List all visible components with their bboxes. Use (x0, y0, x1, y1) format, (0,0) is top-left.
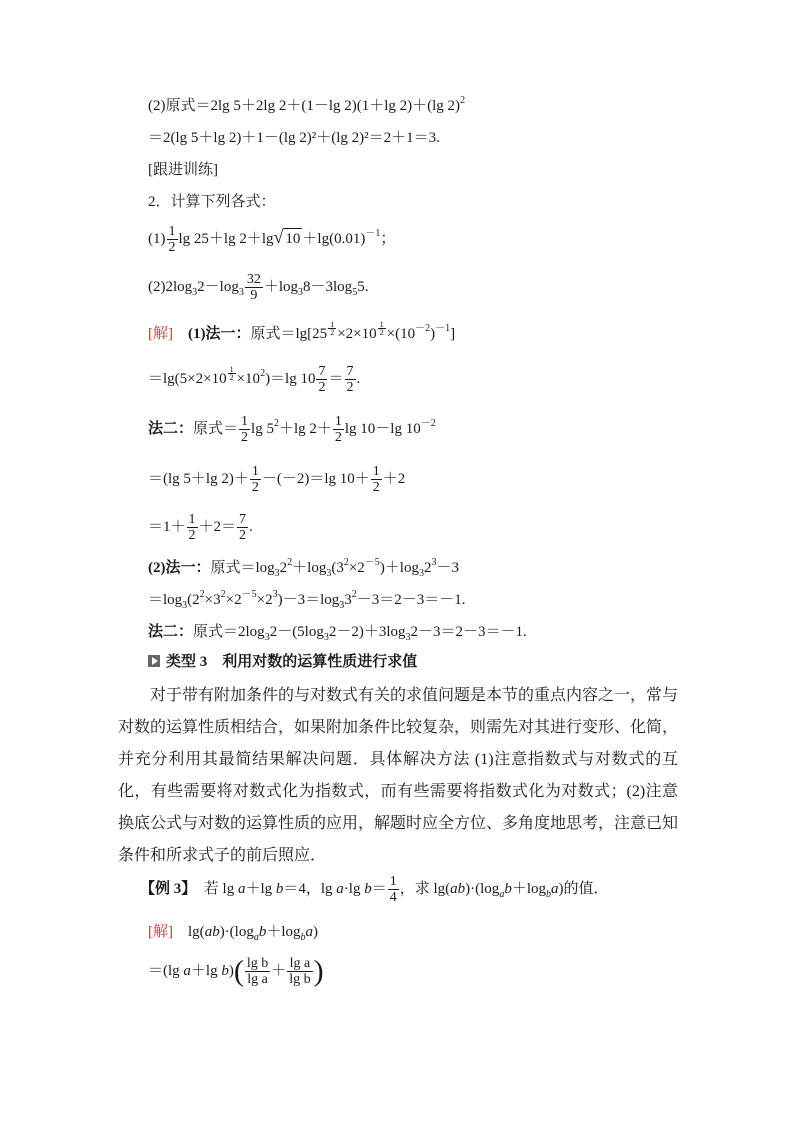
part-2-method-2: 法二：原式$=2\log_32-(5\log_32-2)+3\log_32-3=2-3=-1$. (148, 624, 527, 643)
question-2: 2．计算下列各式： (148, 194, 276, 210)
method-paragraph: 对于带有附加条件的与对数式有关的求值问题是本节的重点内容之一，常与对数的运算性质相结合，如果附加条件比较复杂，则需先对其进行变形、化简，并充分利用其最简结果解决问题．具体解决方法 (1)注意指数式与对数式的互化，有些需要将对数式化为指数式，而有些需要将指数式化为对数式；(2)注意换底公式与对数的运算性质的应用，解题时应全方位、多角度地思考，注意已知条件和所求式子的前后照应． (118, 687, 679, 864)
question-2-part-2: $(2)2\log_32-\log_3$ $\frac{32}{9}$ $+\log_38-3\log_55$. (148, 272, 369, 303)
part-2-method-1-step-1: (2)法一：原式$=\log_32^2+\log_3(3^2\times 2^{-5})+\log_32^3-3$ (148, 557, 459, 579)
question-2-part-1: (1) $\frac{1}{2}$ lg 25＋lg 2＋lg√ $10 +\lg(0.01)^{-1}$； (148, 224, 396, 255)
example-3-solution-line-2: ＝(lg a＋lg b)( $\frac{\text{lg b}}{\text{lg a}}$ ＋ $\frac{\text{lg a}}{\text{lg b}}$ ) (148, 954, 324, 988)
solution-tag: [解] (148, 924, 173, 940)
method-2-step-2: ＝(lg 5＋lg 2)＋ $\frac{1}{2}$ －(－2)＝lg 10＋ $\frac{1}{2}$ ＋2 (148, 464, 406, 495)
play-triangle-icon (148, 655, 160, 667)
solution-line-2: ＝2(lg 5＋lg 2)＋1－(lg 2)²＋(lg 2)²＝2＋1＝3. (148, 130, 440, 146)
solution-tag: [解] (148, 326, 173, 342)
follow-up-heading: [跟进训练] (148, 162, 218, 178)
solution-line-1: (2)原式＝2lg 5＋2lg 2＋(1－lg 2)(1＋lg 2)＋(lg 2)$^2$ (148, 95, 466, 114)
method-2-step-1: 法二：原式＝ $\frac{1}{2}$ $\lg 5^2+\lg$ 2＋ $\frac{1}{2}$ lg 10－lg $10^{-2}$ (148, 414, 436, 445)
solution-step-1: [解] (1)法一：原式＝lg[25 $^{\frac{1}{2}}$ ×2×10 $^{\frac{1}{2}}$ $\times(10^{-2})^{-1}$] (148, 320, 456, 342)
method-2-step-3: ＝1＋ $\frac{1}{2}$ ＋2＝ $\frac{7}{2}$ . (148, 512, 253, 543)
part-2-method-1-step-2: $=\log_3(2^2\times 3^2\times 2^{-5}\times 2^3)-3=\log_33^2-3=2-3=-1$. (148, 589, 466, 611)
solution-step-2: ＝lg(5×2×10 $^{\frac{1}{2}}$ $\times 10^2)=\lg$ 10 $\frac{7}{2}$ ＝ $\frac{7}{2}$ . (148, 364, 361, 395)
type-3-heading: 类型 3 利用对数的运算性质进行求值 (148, 652, 417, 672)
example-3-solution-line-1: [解] $\lg(ab)\cdot(\log_ab+\log_ba)$ (148, 924, 319, 943)
example-3: 【例 3】 若 lg a＋lg b＝4，lg a·lg b＝ $\frac{1}{4}$ ，求 $\lg(ab)\cdot(\log_ab+\log_ba)$的值． (140, 874, 609, 905)
